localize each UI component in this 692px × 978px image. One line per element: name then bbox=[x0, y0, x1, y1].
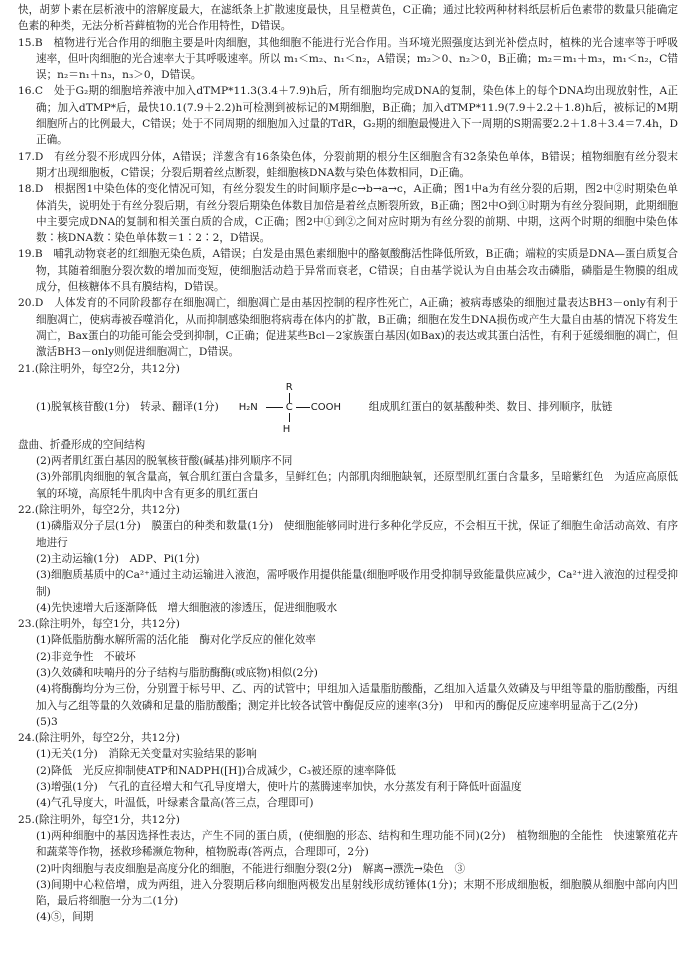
answer-25-part-3: (3)间期中心粒倍增，成为两组，进入分裂期后移向细胞两极发出星射线形成纺锤体(1分)；末期不形成细胞板，细胞膜从细胞中部向内凹陷，最后将细胞一分为二(1分) bbox=[36, 878, 678, 908]
answer-23-part-5: (5)3 bbox=[36, 715, 58, 728]
answer-25-part-4: (4)⑤，间期 bbox=[36, 911, 94, 924]
answer-24-part-3: (3)增强(1分) 气孔的直径增大和气孔导度增大，使叶片的蒸腾速率加快，水分蒸发有利于降低叶面温度 bbox=[36, 781, 522, 794]
formula-carboxyl-group: COOH bbox=[310, 401, 341, 413]
answer-24-part-2: (2)降低 光反应抑制使ATP和NADPH([H])合成减少，C₃被还原的速率降低 bbox=[36, 764, 396, 777]
answer-24-part-4: (4)气孔导度大，叶温低，叶绿素含量高(答三点，合理即可) bbox=[36, 797, 314, 810]
answer-21-heading: 21.(除注明外，每空2分，共12分) bbox=[18, 362, 180, 375]
answer-22-part-2: (2)主动运输(1分) ADP、Pi(1分) bbox=[36, 552, 200, 565]
answer-24-part-1: (1)无关(1分) 消除无关变量对实验结果的影响 bbox=[36, 748, 257, 761]
answer-21-part-1-continued: 盘曲、折叠形成的空间结构 bbox=[18, 438, 146, 451]
answer-18: 18.D 根据图1中染色体的变化情况可知，有丝分裂发生的时间顺序是c→b→a→c，A正确；图1中a为有丝分裂的后期，图2中②时期染色单体消失，说明处于有丝分裂后期，有丝分裂后期染色体数目加倍是着丝点断裂所致，B正确；图2中O到①时期为有丝分裂间期，此期细胞中主要完成DNA的复制和相关蛋白质的合成，C正确；图2中①到②之间对应时期为有丝分裂的前期、中期，这两个时期的细胞中染色体数∶核DNA数∶染色单体数＝1∶2∶2，D错误。 bbox=[18, 183, 678, 245]
answer-23-heading: 23.(除注明外，每空1分，共12分) bbox=[18, 618, 180, 631]
answer-21-part-1 bbox=[18, 377, 678, 437]
answer-23-part-3: (3)久效磷和呋喃丹的分子结构与脂肪酶酶(或底物)相似(2分) bbox=[36, 666, 318, 679]
answer-22-part-3: (3)细胞质基质中的Ca²⁺通过主动运输进入液泡，需呼吸作用提供能量(细胞呼吸作用受抑制导致能量供应减少，Ca²⁺进入液泡的过程受抑制) bbox=[36, 569, 678, 598]
answer-21-part-3: (3)外部肌肉细胞的氧含量高，氧合肌红蛋白含量多，呈鲜红色；内部肌肉细胞缺氧，还原型肌红蛋白含量多，呈暗紫红色 为适应高原低氧的环境，高原牦牛肌肉中含有更多的肌红蛋白 bbox=[36, 471, 678, 500]
answer-22-part-1: (1)磷脂双分子层(1分) 膜蛋白的种类和数量(1分) 使细胞能够同时进行多种化学反应，不会相互干扰，保证了细胞生命活动高效、有序地进行 bbox=[36, 520, 678, 549]
answer-17: 17.D 有丝分裂不形成四分体，A错误；洋葱含有16条染色体，分裂前期的根分生区细胞含有32条染色单体，B错误；植物细胞有丝分裂末期才出现细胞板，C错误；分裂后期着丝点断裂，蛙细胞核DNA数与染色体数相同，D正确。 bbox=[18, 150, 678, 179]
answer-15: 15.B 植物进行光合作用的细胞主要是叶肉细胞，其他细胞不能进行光合作用。当环境光照强度达到光补偿点时，植株的光合速率等于呼吸速率，但叶肉细胞的光合速率大于其呼吸速率。所以 m₁＜m₂、n₁＜n₂，A错误；m₂＞0、n₂＞0，B正确；m₂＝m₁＋m₃，m₁＜n₂，C错误；n₂＝n₁＋n₃，n₃＞0，D错误。 bbox=[18, 36, 678, 82]
formula-hydrogen: H bbox=[282, 423, 291, 435]
answer-19: 19.B 哺乳动物衰老的红细胞无染色质，A错误；白发是由黑色素细胞中的酪氨酸酶活性降低所致，B正确；端粒的实质是DNA—蛋白质复合物，其随着细胞分裂次数的增加而变短，使细胞活动趋于异常而衰老，C错误；自由基学说认为自由基会攻击磷脂，磷脂是生物膜的组成成分，但核糖体不具有膜结构，D错误。 bbox=[18, 248, 678, 294]
answer-20: 20.D 人体发育的不同阶段都存在细胞凋亡，细胞凋亡是由基因控制的程序性死亡，A正确；被病毒感染的细胞过量表达BH3－only有利于细胞凋亡，使病毒被吞噬消化，从而抑制感染细胞将病毒在体内的扩散，B正确；细胞在发生DNA损伤或产生大量自由基的情况下将发生凋亡，Bax蛋白的功能可能会受到抑制，C正确；促进某些Bcl－2家族蛋白基因(如Bax)的表达或其蛋白活性，有利于延缓细胞的凋亡，但激活BH3－only则促进细胞凋亡，D错误。 bbox=[18, 297, 678, 359]
amino-acid-structure bbox=[239, 378, 359, 436]
formula-carbon: C bbox=[285, 401, 293, 413]
answer-21-part-2: (2)两者肌红蛋白基因的脱氧核苷酸(碱基)排列顺序不同 bbox=[36, 455, 293, 468]
formula-r-group: R bbox=[285, 381, 293, 393]
answer-22-heading: 22.(除注明外，每空2分，共12分) bbox=[18, 504, 180, 517]
formula-bond-bottom bbox=[289, 413, 290, 422]
answer-23-part-2: (2)非竞争性 不破坏 bbox=[36, 650, 136, 663]
answer-25-part-2: (2)叶肉细胞与表皮细胞是高度分化的细胞，不能进行细胞分裂(2分) 解离→漂洗→染色 ③ bbox=[36, 862, 466, 875]
answer-21-part-1-left: (1)脱氧核苷酸(1分) 转录、翻译(1分) bbox=[36, 400, 219, 413]
formula-bond-right bbox=[296, 407, 310, 408]
answer-24-heading: 24.(除注明外，每空2分，共12分) bbox=[18, 732, 180, 745]
answer-16: 16.C 处于G₂期的细胞培养液中加入dTMP*11.3(3.4＋7.9)h后，所有细胞均完成DNA的复制，染色体上的每个DNA均出现放射性，A正确；加入dTMP*后，最快10.1(7.9＋2.2)h可检测到被标记的M期细胞，B正确；加入dTMP*11.9(7.9＋2.2＋1.8)h后，被标记的M期细胞所占的比例最大，C错误；处于不同周期的细胞加入过量的TdR，G₂期的细胞最慢进入下一周期的S期需要2.2＋1.8＋3.4＝7.4h，D正确。 bbox=[18, 85, 678, 147]
text-line: 快，胡萝卜素在层析液中的溶解度最大，在滤纸条上扩散速度最快，且呈橙黄色，C正确；通过比较两种材料纸层析后色素带的数量只能确定色素的种类，无法分析苔藓植物的光合作用特性，D错误。 bbox=[18, 4, 678, 33]
formula-amino-group: H₂N bbox=[238, 401, 258, 413]
answer-23-part-4: (4)将酶酶均分为三份，分别置于标号甲、乙、丙的试管中；甲组加入适量脂肪酸酯，乙组加入适量久效磷及与甲组等量的脂肪酸酯，丙组加入与乙组等量的久效磷和足量的脂肪酸酯；测定并比较各试管中酶促反应的速率(3分) 甲和丙的酶促反应速率明显高于乙(2分) bbox=[36, 683, 678, 712]
answer-25-part-1: (1)两种细胞中的基因选择性表达，产生不同的蛋白质，(使细胞的形态、结构和生理功能不同)(2分) 植物细胞的全能性 快速繁殖花卉和蔬菜等作物，拯救珍稀濒危物种，植物脱毒(答两点，合理即可，2分) bbox=[36, 829, 678, 859]
answer-22-part-4: (4)先快速增大后逐渐降低 增大细胞液的渗透压，促进细胞吸水 bbox=[36, 601, 338, 614]
answer-23-part-1: (1)降低脂肪酶水解所需的活化能 酶对化学反应的催化效率 bbox=[36, 634, 316, 647]
formula-bond-left bbox=[266, 407, 283, 408]
answer-25-heading: 25.(除注明外，每空1分，共12分) bbox=[18, 813, 180, 826]
answer-21-part-1-right: 组成肌红蛋白的氨基酸种类、数目、排列顺序，肽链 bbox=[368, 400, 613, 413]
